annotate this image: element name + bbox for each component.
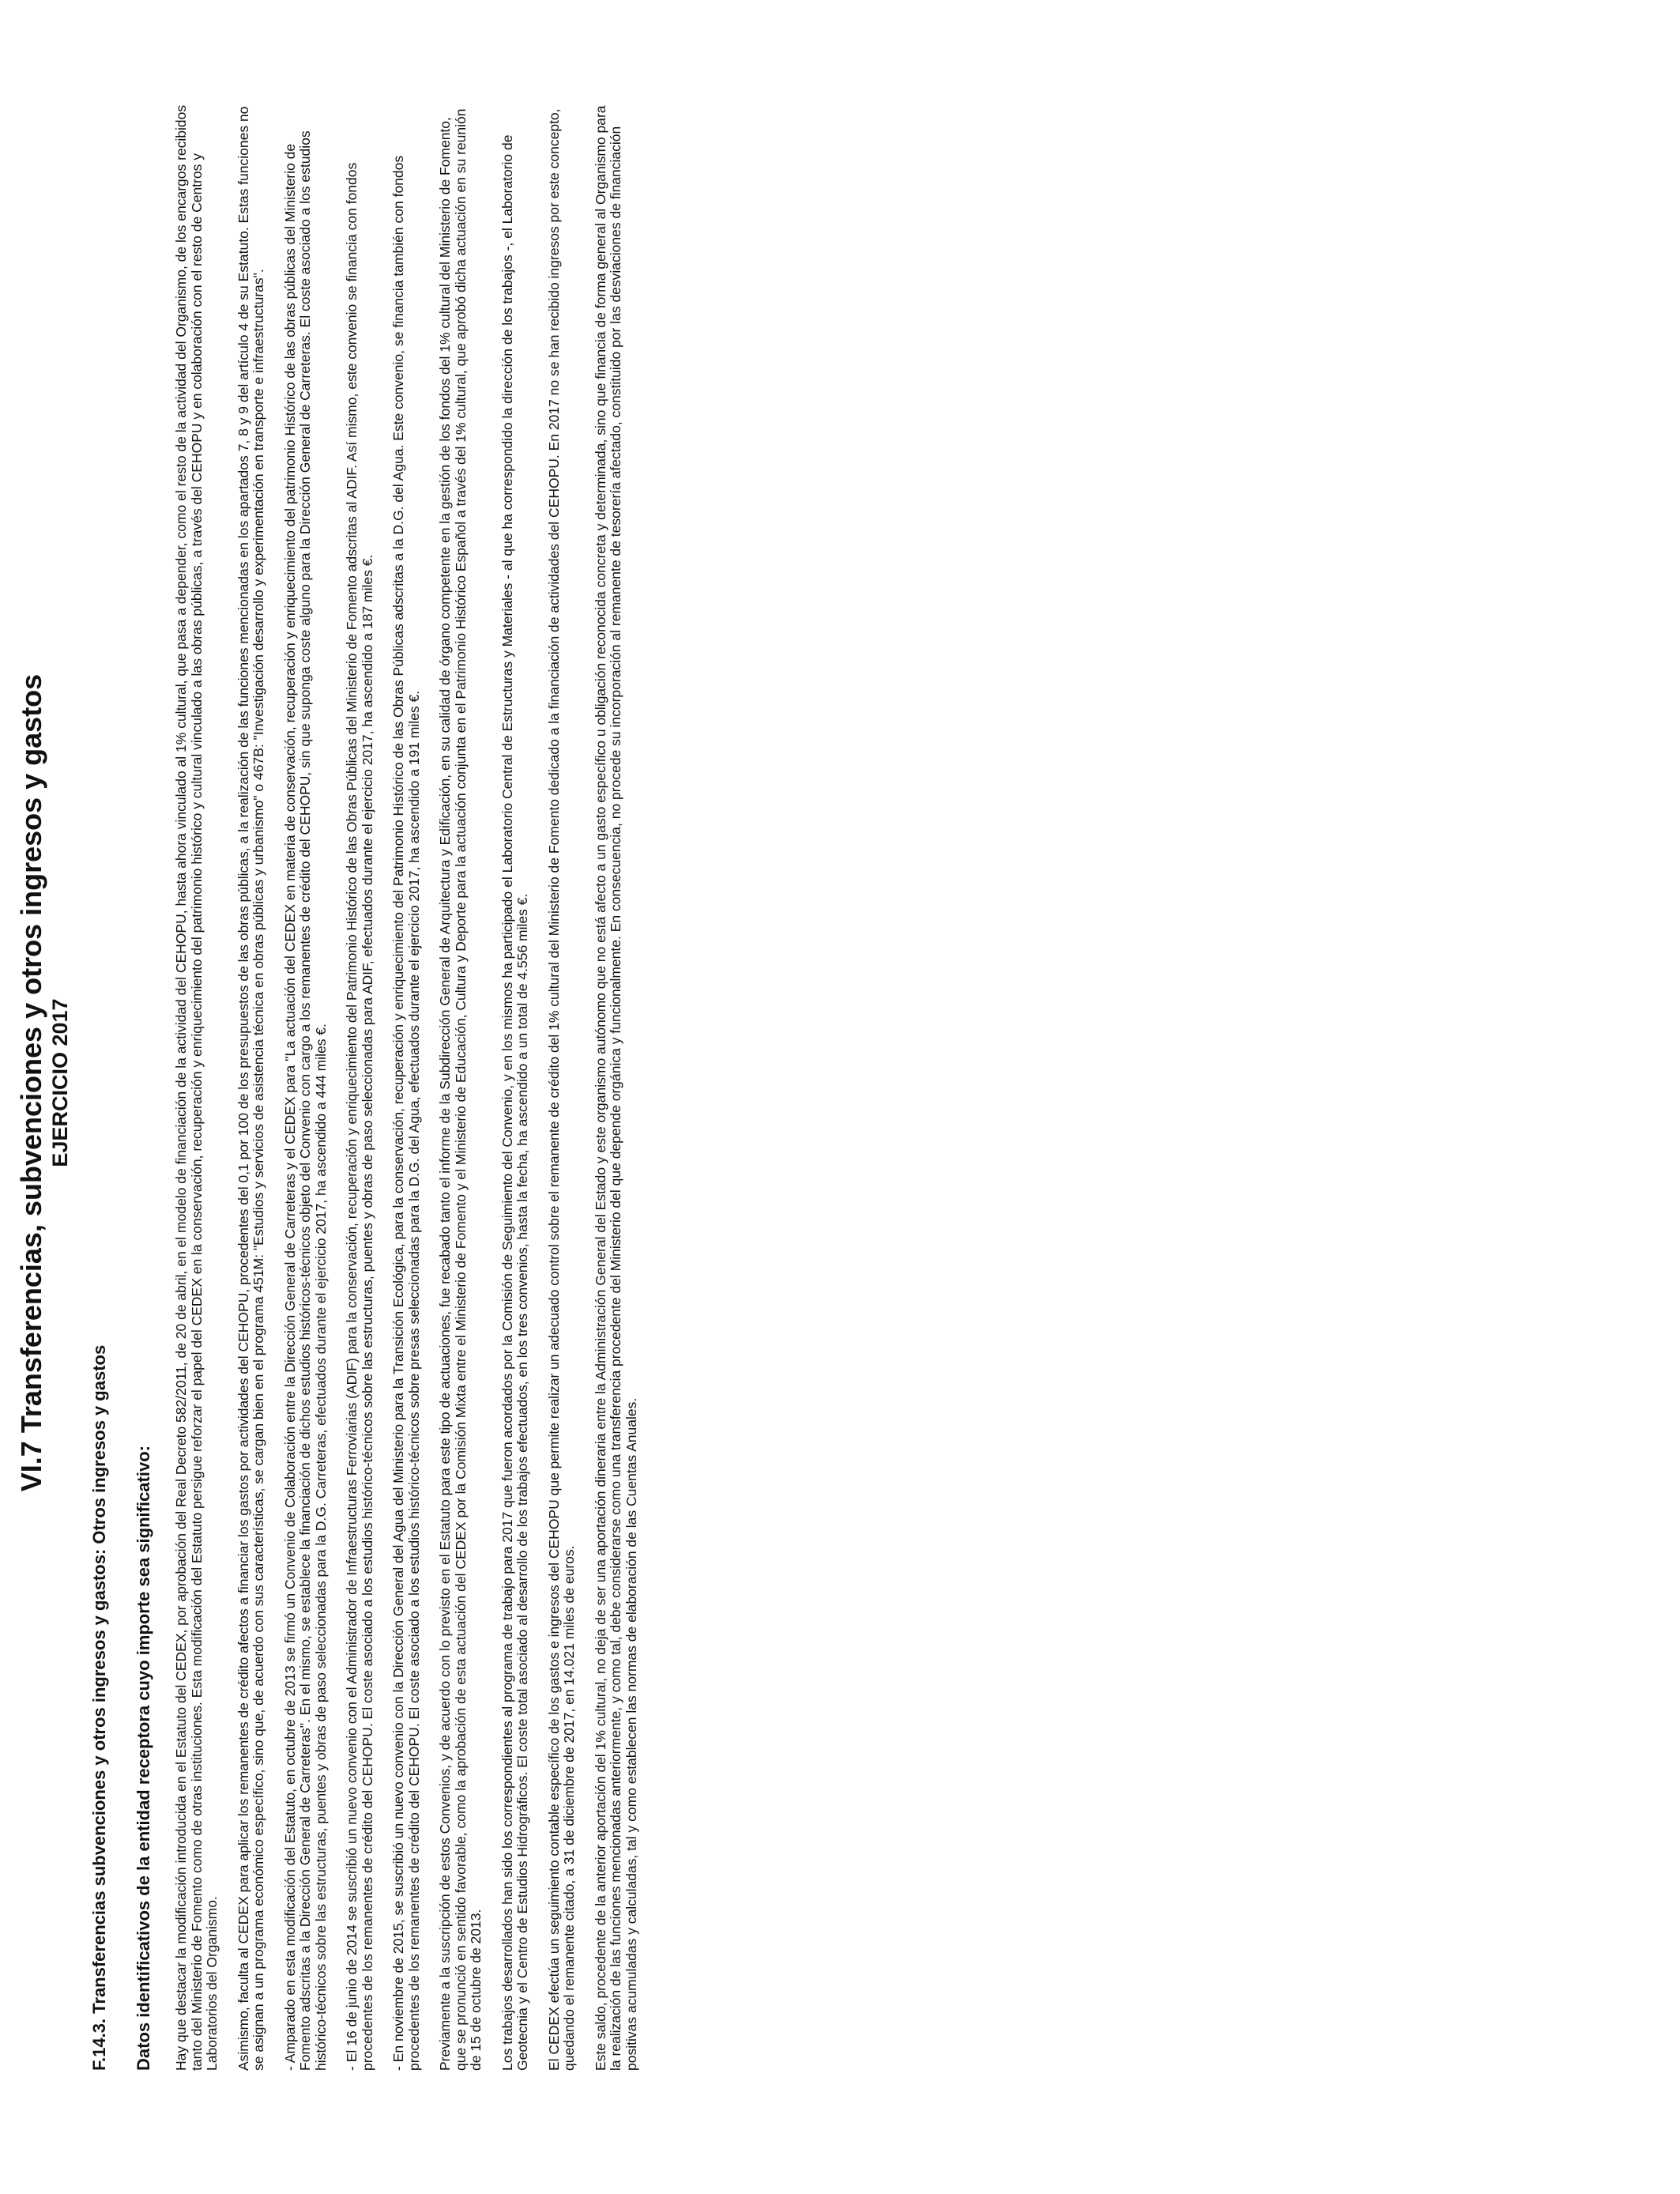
page-title: VI.7 Transferencias, subvenciones y otros ingresos y gastos xyxy=(15,673,47,1492)
data-heading: Datos identificativos de la entidad receptora cuyo importe sea significativo: xyxy=(134,1446,153,2071)
paragraph: - En noviembre de 2015, se suscribió un nuevo convenio con la Dirección General del Agua del Ministerio para la Transición Ecológica, para la conservación, recuperación y enriquecimiento del Patrimonio Histórico de las Obras Públicas adscritas a la D.G. del Agua. Este convenio, se financia también con fondos procedentes de los remanentes de crédito del CEHOPU. El coste asociado a los estudios histórico-técnicos sobre presas seleccionadas para la D.G. del Agua, efectuados durante el ejercicio 2017, ha ascendido a 191 miles €. xyxy=(390,155,422,2071)
paragraph: Los trabajos desarrollados han sido los correspondientes al programa de trabajo para 2017 que fueron acordados por la Comisión de Seguimiento del Convenio, y en los mismos ha participado el Laboratorio Central de Estructuras y Materiales - al que ha correspondido la dirección de los trabajos -, el Laboratorio de Geotecnia y el Centro de Estudios Hidrográficos. El coste total asociado al desarrollo de los trabajos efectuados, en los tres convenios, hasta la fecha, ha ascendido a un total de 4.556 miles €. xyxy=(499,134,530,2071)
paragraph: Hay que destacar la modificación introducida en el Estatuto del CEDEX, por aprobación del Real Decreto 582/2011, de 20 de abril, en el modelo de financiación de la actividad del CEHOPU, hasta ahora vinculado al 1% cultural, que pasa a depender, como el resto de la actividad del Organismo, de los encargos recibidos tanto del Ministerio de Fomento como de otras instituciones. Esta modificación del Estatuto persigue reforzar el papel del CEDEX en la conservación, recuperación y enriquecimiento del patrimonio histórico y cultural vinculado a las obras públicas, a través del CEHOPU y en colaboración con el resto de Centros y Laboratorios del Organismo. xyxy=(173,104,220,2071)
paragraph: Previamente a la suscripción de estos Convenios, y de acuerdo con lo previsto en el Estatuto para este tipo de actuaciones, fue recabado tanto el informe de la Subdirección General de Arquitectura y Edificación, en su calidad de órgano competente en la gestión de los fondos del 1% cultural del Ministerio de Fomento, que se pronunció en sentido favorable, como la aprobación de esta actuación del CEDEX por la Comisión Mixta entre el Ministerio de Fomento y el Ministerio de Educación, Cultura y Deporte para la actuación conjunta en el Patrimonio Histórico Español a través del 1% cultural, que aprobó dicha actuación en su reunión de 15 de octubre de 2013. xyxy=(437,108,484,2071)
paragraph: - Amparado en esta modificación del Estatuto, en octubre de 2013 se firmó un Convenio de Colaboración entre la Dirección General de Carreteras y el CEDEX para "La actuación del CEDEX en materia de conservación, recuperación y enriquecimiento del patrimonio Histórico de las obras públicas del Ministerio de Fomento adscritas a la Dirección General de Carreteras". En el mismo, se establece la financiación de dichos estudios históricos-técnicos objeto del Convenio con cargo a los remanentes de crédito del CEHOPU, sin que suponga coste alguno para la Dirección General de Carreteras. El coste asociado a los estudios histórico-técnicos sobre las estructuras, puentes y obras de paso seleccionadas para la D.G. Carreteras, efectuados durante el ejercicio 2017, ha ascendido a 444 miles €. xyxy=(281,130,329,2071)
paragraph: - El 16 de junio de 2014 se suscribió un nuevo convenio con el Administrador de Infraestructuras Ferroviarias (ADIF) para la conservación, recuperación y enriquecimiento del Patrimonio Histórico de las Obras Públicas del Ministerio de Fomento adscritas al ADIF. Así mismo, este convenio se financia con fondos procedentes de los remanentes de crédito del CEHOPU. El coste asociado a los estudios histórico-técnicos sobre las estructuras, puentes y obras de paso seleccionadas para ADIF, efectuados durante el ejercicio 2017, ha ascendido a 187 miles €. xyxy=(344,162,375,2071)
paragraph: Asimismo, faculta al CEDEX para aplicar los remanentes de crédito afectos a financiar los gastos por actividades del CEHOPU, procedentes del 0,1 por 100 de los presupuestos de las obras públicas, a la realización de las funciones mencionadas en los apartados 7, 8 y 9 del artículo 4 de su Estatuto. Estas funciones no se asignan a un programa económico específico, sino que, de acuerdo con sus características, se cargan bien en el programa 451M: "Estudios y servicios de asistencia técnica en obras públicas y urbanismo" o 467B: "Investigación desarrollo y experimentación en transporte e infraestructuras". xyxy=(235,106,266,2071)
paragraph: Este saldo, procedente de la anterior aportación del 1% cultural, no deja de ser una aportación dineraria entre la Administración General del Estado y este organismo autónomo que no está afecto a un gasto específico u obligación reconocida concreta y determinada, sino que financia de forma general al Organismo para la realización de las funciones mencionadas anteriormente, y como tal, debe considerarse como una transferencia procedente del Ministerio del que depende orgánica y funcionalmente. En consecuencia, no procede su incorporación al remanente de tesorería afectado, constituido por las desviaciones de financiación positivas acumuladas y calculadas, tal y como establecen las normas de elaboración de las Cuentas Anuales. xyxy=(592,105,639,2071)
paragraph: El CEDEX efectúa un seguimiento contable específico de los gastos e ingresos del CEHOPU que permite realizar un adecuado control sobre el remanente de crédito del 1% cultural del Ministerio de Fomento dedicado a la financiación de actividades del CEHOPU. En 2017 no se han recibido ingresos por este concepto, quedando el remanente citado, a 31 de diciembre de 2017, en 14.021 miles de euros. xyxy=(545,108,577,2071)
page-subtitle: EJERCICIO 2017 xyxy=(48,998,72,1167)
page-content xyxy=(16,95,655,2071)
section-heading: F.14.3. Transferencias subvenciones y otros ingresos y gastos: Otros ingresos y gastos xyxy=(89,1344,109,2071)
rotated-page xyxy=(0,79,980,2102)
